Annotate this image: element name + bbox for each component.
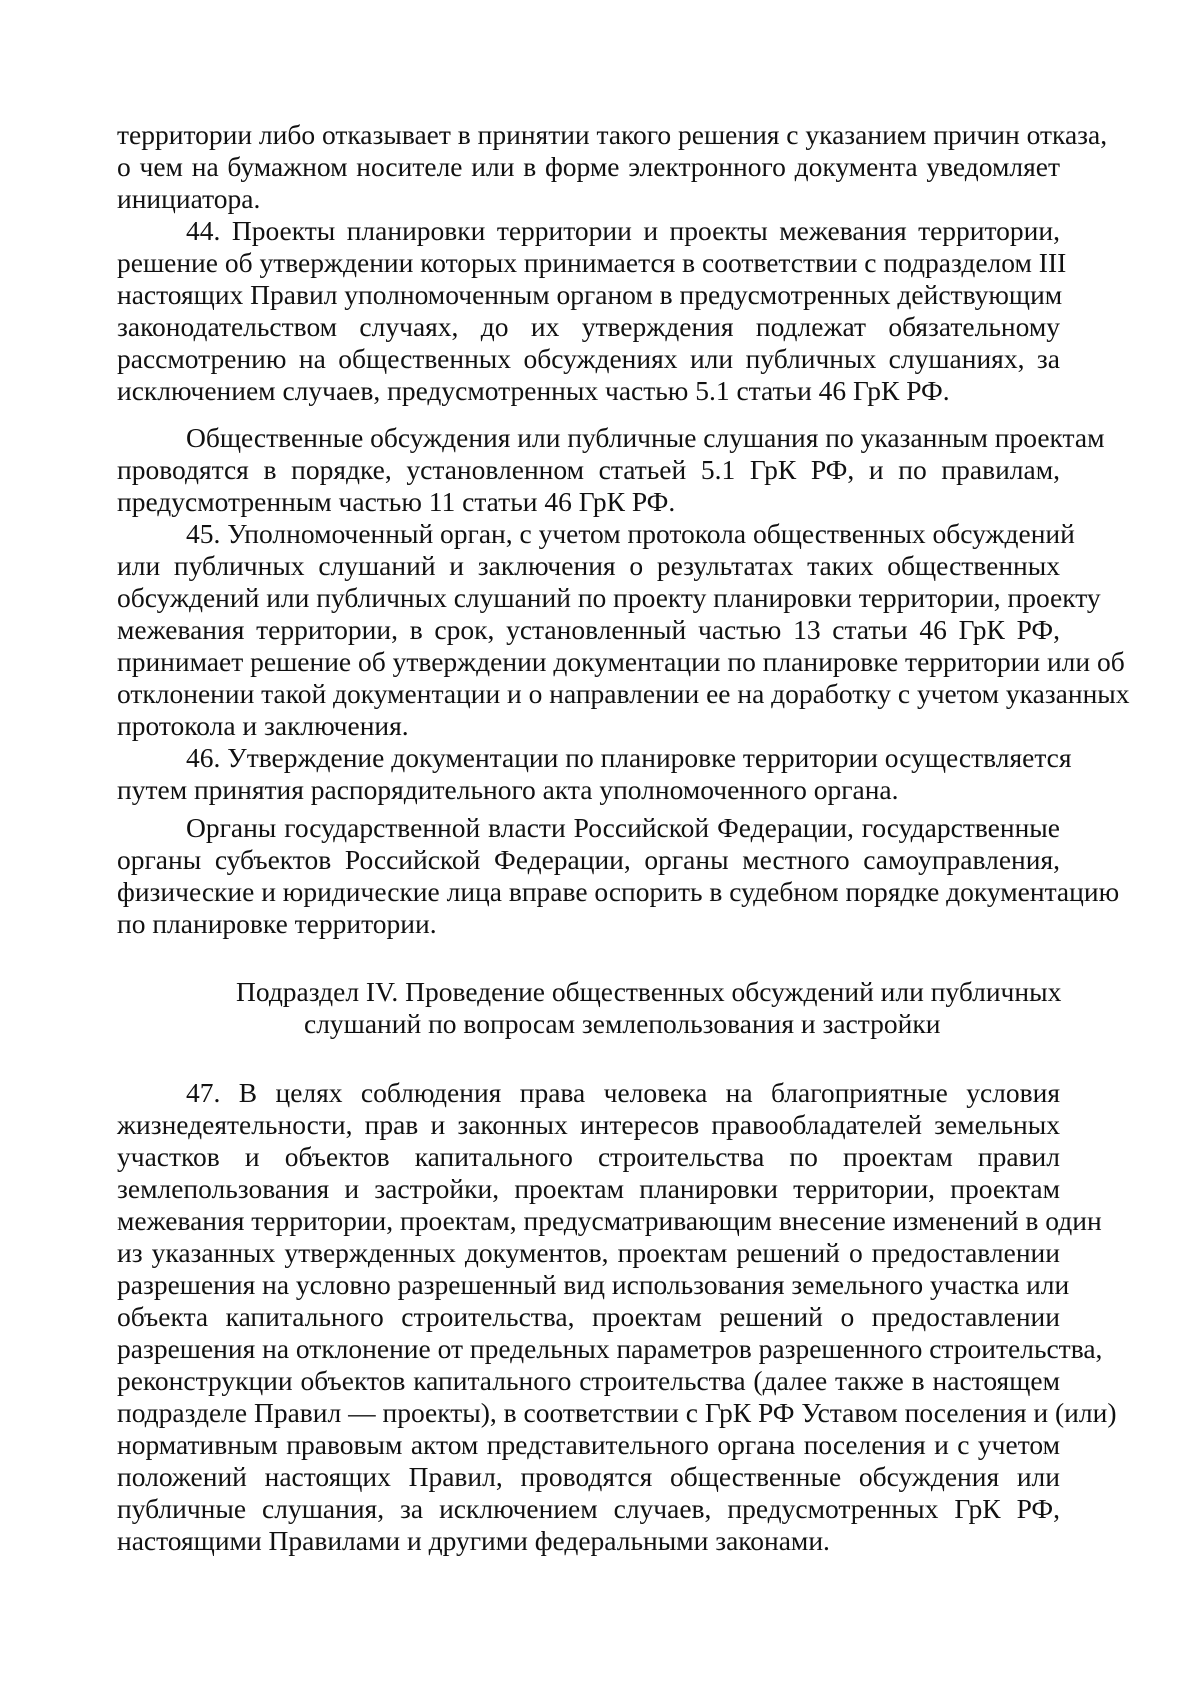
- text-line: о чем на бумажном носителе или в форме электронного документа уведомляет: [117, 151, 1060, 182]
- paragraph-start: Органы государственной власти Российской Федерации, государственные: [186, 812, 1060, 843]
- clause-44-start: 44. Проекты планировки территории и проекты межевания территории,: [186, 215, 1060, 246]
- text-line: межевания территории, в срок, установленный частью 13 статьи 46 ГрК РФ,: [117, 614, 1060, 645]
- text-line: обсуждений или публичных слушаний по проекту планировки территории, проекту: [117, 582, 1101, 613]
- paragraph-start: Общественные обсуждения или публичные слушания по указанным проектам: [186, 422, 1105, 453]
- text-line: путем принятия распорядительного акта уполномоченного органа.: [117, 774, 899, 805]
- text-line: законодательством случаях, до их утверждения подлежат обязательному: [117, 311, 1060, 342]
- clause-45-start: 45. Уполномоченный орган, с учетом протокола общественных обсуждений: [186, 518, 1075, 549]
- text-line: жизнедеятельности, прав и законных интересов правообладателей земельных: [117, 1109, 1060, 1140]
- text-line: разрешения на отклонение от предельных параметров разрешенного строительства,: [117, 1333, 1103, 1364]
- text-line: принимает решение об утверждении документации по планировке территории или об: [117, 646, 1125, 677]
- text-line: или публичных слушаний и заключения о результатах таких общественных: [117, 550, 1060, 581]
- text-line: физические и юридические лица вправе оспорить в судебном порядке документацию: [117, 876, 1120, 907]
- text-line: межевания территории, проектам, предусматривающим внесение изменений в один: [117, 1205, 1102, 1236]
- section-heading: слушаний по вопросам землепользования и застройки: [304, 1008, 941, 1039]
- clause-47-start: 47. В целях соблюдения права человека на благоприятные условия: [186, 1077, 1060, 1108]
- text-line: разрешения на условно разрешенный вид использования земельного участка или: [117, 1269, 1070, 1300]
- text-line: настоящих Правил уполномоченным органом в предусмотренных действующим: [117, 279, 1063, 310]
- text-line: отклонении такой документации и о направлении ее на доработку с учетом указанных: [117, 678, 1130, 709]
- text-line: нормативным правовым актом представительного органа поселения и с учетом: [117, 1429, 1060, 1460]
- text-line: участков и объектов капитального строительства по проектам правил: [117, 1141, 1060, 1172]
- clause-46-start: 46. Утверждение документации по планировке территории осуществляется: [186, 742, 1072, 773]
- text-line: по планировке территории.: [117, 908, 437, 939]
- text-line: публичные слушания, за исключением случаев, предусмотренных ГрК РФ,: [117, 1493, 1060, 1524]
- section-heading: Подраздел IV. Проведение общественных обсуждений или публичных: [236, 976, 1062, 1007]
- text-line: реконструкции объектов капитального строительства (далее также в настоящем: [117, 1365, 1060, 1396]
- text-line: подразделе Правил — проекты), в соответствии с ГрК РФ Уставом поселения и (или): [117, 1397, 1117, 1428]
- text-line: исключением случаев, предусмотренных частью 5.1 статьи 46 ГрК РФ.: [117, 375, 950, 406]
- text-line: предусмотренным частью 11 статьи 46 ГрК РФ.: [117, 486, 676, 517]
- text-line: протокола и заключения.: [117, 710, 409, 741]
- text-line: землепользования и застройки, проектам планировки территории, проектам: [117, 1173, 1060, 1204]
- text-line: инициатора.: [117, 183, 261, 214]
- text-line: проводятся в порядке, установленном статьей 5.1 ГрК РФ, и по правилам,: [117, 454, 1060, 485]
- text-line: решение об утверждении которых принимается в соответствии с подразделом III: [117, 247, 1067, 278]
- text-line: из указанных утвержденных документов, проектам решений о предоставлении: [117, 1237, 1060, 1268]
- text-line: объекта капитального строительства, проектам решений о предоставлении: [117, 1301, 1060, 1332]
- text-line: настоящими Правилами и другими федеральными законами.: [117, 1525, 830, 1556]
- text-line: территории либо отказывает в принятии такого решения с указанием причин отказа,: [117, 119, 1108, 150]
- text-line: органы субъектов Российской Федерации, органы местного самоуправления,: [117, 844, 1060, 875]
- text-line: положений настоящих Правил, проводятся общественные обсуждения или: [117, 1461, 1060, 1492]
- text-line: рассмотрению на общественных обсуждениях или публичных слушаниях, за: [117, 343, 1060, 374]
